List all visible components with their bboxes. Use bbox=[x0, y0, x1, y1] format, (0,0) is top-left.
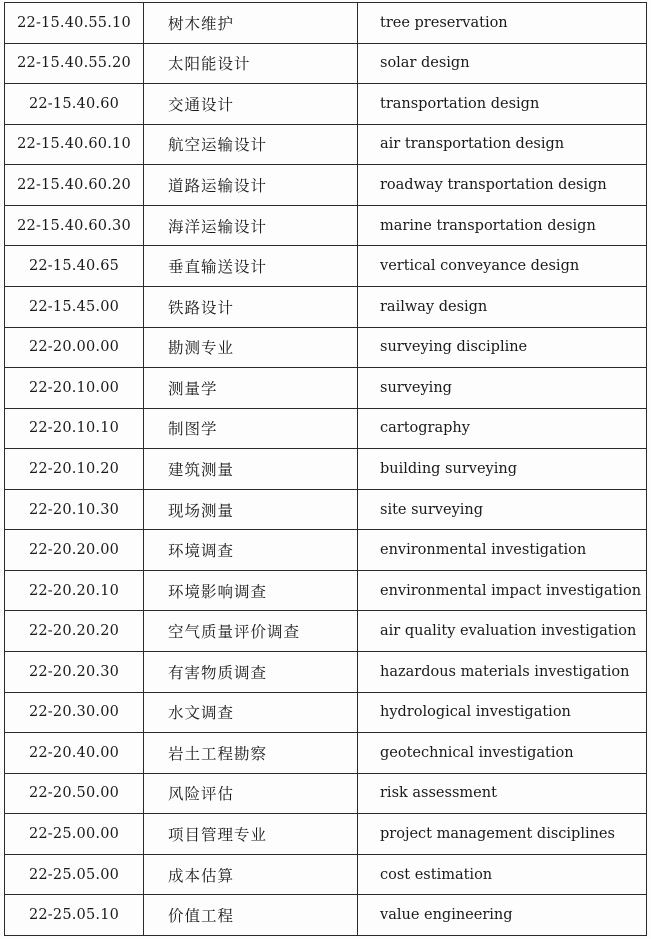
code-cell: 22-20.30.00 bbox=[5, 692, 144, 733]
chinese-term-cell: 铁路设计 bbox=[144, 286, 358, 327]
table-row bbox=[5, 43, 647, 84]
code-cell: 22-15.40.60.30 bbox=[5, 205, 144, 246]
english-term-cell: air quality evaluation investigation bbox=[358, 611, 647, 652]
english-term-cell: risk assessment bbox=[358, 773, 647, 814]
table-row bbox=[5, 530, 647, 571]
code-cell: 22-20.10.20 bbox=[5, 449, 144, 490]
english-term-cell: cost estimation bbox=[358, 854, 647, 895]
english-term-cell: marine transportation design bbox=[358, 205, 647, 246]
english-term-cell: geotechnical investigation bbox=[358, 733, 647, 774]
table-row bbox=[5, 570, 647, 611]
table-row bbox=[5, 408, 647, 449]
table-row bbox=[5, 854, 647, 895]
code-cell: 22-20.10.00 bbox=[5, 368, 144, 409]
code-cell: 22-20.20.00 bbox=[5, 530, 144, 571]
english-term-cell: tree preservation bbox=[358, 3, 647, 44]
code-cell: 22-15.40.65 bbox=[5, 246, 144, 287]
chinese-term-cell: 风险评估 bbox=[144, 773, 358, 814]
chinese-term-cell: 价值工程 bbox=[144, 895, 358, 936]
english-term-cell: solar design bbox=[358, 43, 647, 84]
table-row bbox=[5, 165, 647, 206]
english-term-cell: transportation design bbox=[358, 84, 647, 125]
table-row bbox=[5, 652, 647, 693]
code-cell: 22-20.00.00 bbox=[5, 327, 144, 368]
chinese-term-cell: 项目管理专业 bbox=[144, 814, 358, 855]
code-cell: 22-20.50.00 bbox=[5, 773, 144, 814]
table-row bbox=[5, 449, 647, 490]
chinese-term-cell: 现场测量 bbox=[144, 489, 358, 530]
english-term-cell: environmental investigation bbox=[358, 530, 647, 571]
code-cell: 22-25.00.00 bbox=[5, 814, 144, 855]
code-cell: 22-15.40.60.10 bbox=[5, 124, 144, 165]
english-term-cell: site surveying bbox=[358, 489, 647, 530]
chinese-term-cell: 建筑测量 bbox=[144, 449, 358, 490]
code-cell: 22-15.40.60.20 bbox=[5, 165, 144, 206]
table-row bbox=[5, 814, 647, 855]
code-cell: 22-20.20.30 bbox=[5, 652, 144, 693]
english-term-cell: roadway transportation design bbox=[358, 165, 647, 206]
table-row bbox=[5, 611, 647, 652]
table-row bbox=[5, 895, 647, 936]
table-row bbox=[5, 205, 647, 246]
chinese-term-cell: 海洋运输设计 bbox=[144, 205, 358, 246]
classification-table bbox=[4, 2, 647, 936]
code-cell: 22-20.20.10 bbox=[5, 570, 144, 611]
table-row bbox=[5, 124, 647, 165]
table-row bbox=[5, 368, 647, 409]
table-row bbox=[5, 733, 647, 774]
table-row bbox=[5, 84, 647, 125]
code-cell: 22-25.05.00 bbox=[5, 854, 144, 895]
english-term-cell: environmental impact investigation bbox=[358, 570, 647, 611]
chinese-term-cell: 测量学 bbox=[144, 368, 358, 409]
english-term-cell: surveying bbox=[358, 368, 647, 409]
english-term-cell: surveying discipline bbox=[358, 327, 647, 368]
chinese-term-cell: 环境影响调查 bbox=[144, 570, 358, 611]
english-term-cell: cartography bbox=[358, 408, 647, 449]
english-term-cell: air transportation design bbox=[358, 124, 647, 165]
chinese-term-cell: 勘测专业 bbox=[144, 327, 358, 368]
table-row bbox=[5, 246, 647, 287]
chinese-term-cell: 道路运输设计 bbox=[144, 165, 358, 206]
code-cell: 22-20.20.20 bbox=[5, 611, 144, 652]
chinese-term-cell: 垂直输送设计 bbox=[144, 246, 358, 287]
table-row bbox=[5, 489, 647, 530]
english-term-cell: value engineering bbox=[358, 895, 647, 936]
chinese-term-cell: 有害物质调查 bbox=[144, 652, 358, 693]
chinese-term-cell: 制图学 bbox=[144, 408, 358, 449]
chinese-term-cell: 航空运输设计 bbox=[144, 124, 358, 165]
table-row bbox=[5, 692, 647, 733]
code-cell: 22-15.40.55.20 bbox=[5, 43, 144, 84]
english-term-cell: hydrological investigation bbox=[358, 692, 647, 733]
chinese-term-cell: 环境调查 bbox=[144, 530, 358, 571]
table-row bbox=[5, 327, 647, 368]
code-cell: 22-20.40.00 bbox=[5, 733, 144, 774]
table-body bbox=[5, 3, 647, 936]
table-row bbox=[5, 286, 647, 327]
chinese-term-cell: 树木维护 bbox=[144, 3, 358, 44]
code-cell: 22-20.10.10 bbox=[5, 408, 144, 449]
english-term-cell: project management disciplines bbox=[358, 814, 647, 855]
table-row bbox=[5, 3, 647, 44]
chinese-term-cell: 交通设计 bbox=[144, 84, 358, 125]
chinese-term-cell: 太阳能设计 bbox=[144, 43, 358, 84]
code-cell: 22-15.40.60 bbox=[5, 84, 144, 125]
english-term-cell: hazardous materials investigation bbox=[358, 652, 647, 693]
code-cell: 22-25.05.10 bbox=[5, 895, 144, 936]
chinese-term-cell: 岩土工程勘察 bbox=[144, 733, 358, 774]
chinese-term-cell: 成本估算 bbox=[144, 854, 358, 895]
english-term-cell: vertical conveyance design bbox=[358, 246, 647, 287]
code-cell: 22-20.10.30 bbox=[5, 489, 144, 530]
chinese-term-cell: 空气质量评价调查 bbox=[144, 611, 358, 652]
code-cell: 22-15.45.00 bbox=[5, 286, 144, 327]
english-term-cell: building surveying bbox=[358, 449, 647, 490]
english-term-cell: railway design bbox=[358, 286, 647, 327]
code-cell: 22-15.40.55.10 bbox=[5, 3, 144, 44]
chinese-term-cell: 水文调查 bbox=[144, 692, 358, 733]
table-row bbox=[5, 773, 647, 814]
